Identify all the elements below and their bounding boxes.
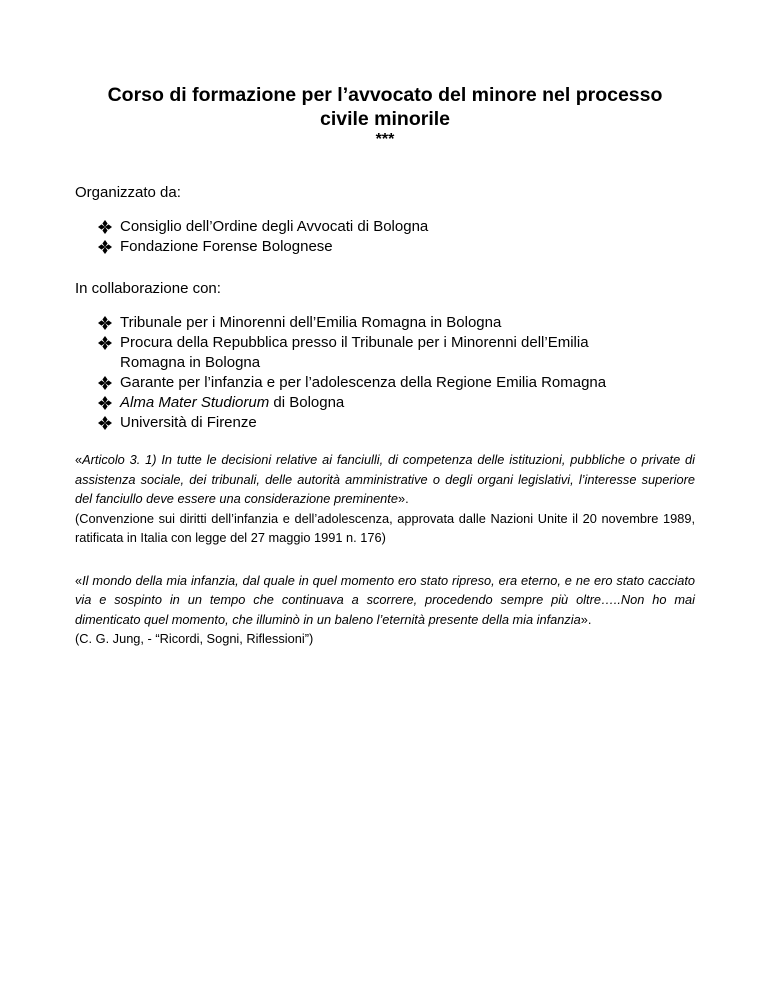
quote-open-mark: « [75,452,83,467]
list-item [98,373,695,393]
quote-close-mark: ». [580,611,592,627]
title-line-2: civile minorile [319,108,451,130]
list-item [98,413,695,433]
four-diamond-bullet-icon [98,316,112,330]
list-item [98,333,695,373]
page-title [75,83,695,131]
list-item-text: di Bologna [269,394,345,411]
list-item [98,393,695,413]
list-item-text: Garante per l’infanzia e per l’adolescenza della Regione Emilia Romagna [120,374,607,391]
quote-source: (Convenzione sui diritti dell’infanzia e dell’adolescenza, approvata dalle Nazioni Unite il 20 novembre 1989, ratificata in Italia con legge del 27 maggio 1991 n. 176) [75,510,695,545]
list-item-italic-text: Alma Mater Studiorum [120,394,270,411]
four-diamond-bullet-icon [98,416,112,430]
four-diamond-bullet-icon [98,396,112,410]
list-item-text: Tribunale per i Minorenni dell’Emilia Romagna in Bologna [120,314,502,331]
collaborators-label: In collaborazione con: [75,280,221,297]
organizers-list [98,217,695,257]
four-diamond-bullet-icon [98,220,112,234]
organizers-label: Organizzato da: [75,184,181,201]
list-item-text: Consiglio dell’Ordine degli Avvocati di Bologna [120,218,429,235]
list-item [98,237,695,257]
four-diamond-bullet-icon [98,336,112,350]
quote-body: Il mondo della mia infanzia, dal quale in quel momento ero stato ripreso, era eterno, e ne ero stato cacciato via e sospinto in un tempo che continuava a scorrere, procedendo sempre più oltre…..Non ho mai dimenticato quel momento, che illuminò in un baleno l’eternità presente della mia infanzia [75,572,695,627]
list-item-text: Fondazione Forense Bolognese [120,238,333,255]
quote-source: (C. G. Jung, - “Ricordi, Sogni, Riflessioni”) [75,631,314,646]
quote-body: Articolo 3. 1) In tutte le decisioni relative ai fanciulli, di competenza delle istituzioni, pubbliche o private di assistenza sociale, dei tribunali, delle autorità amministrative o degli organi legislativi, l’interesse superiore del fanciullo deve essere una considerazione preminente [75,452,695,506]
quote-close-mark: ». [397,491,409,506]
quote-text [75,450,695,509]
collaborators-list [98,313,695,433]
quote-open-mark: « [75,572,83,588]
four-diamond-bullet-icon [98,240,112,254]
list-item-text-line-1: Procura della Repubblica presso il Tribunale per i Minorenni dell’Emilia [120,334,589,351]
list-item-text: Università di Firenze [120,414,257,431]
quote-text [75,571,695,630]
quote-jung [75,571,695,649]
quote-convention [75,450,695,548]
list-item-text-line-2: Romagna in Bologna [120,354,261,371]
title-line-1: Corso di formazione per l’avvocato del minore nel processo [107,84,663,106]
title-separator: *** [375,131,395,148]
list-item [98,217,695,237]
four-diamond-bullet-icon [98,376,112,390]
list-item [98,313,695,333]
